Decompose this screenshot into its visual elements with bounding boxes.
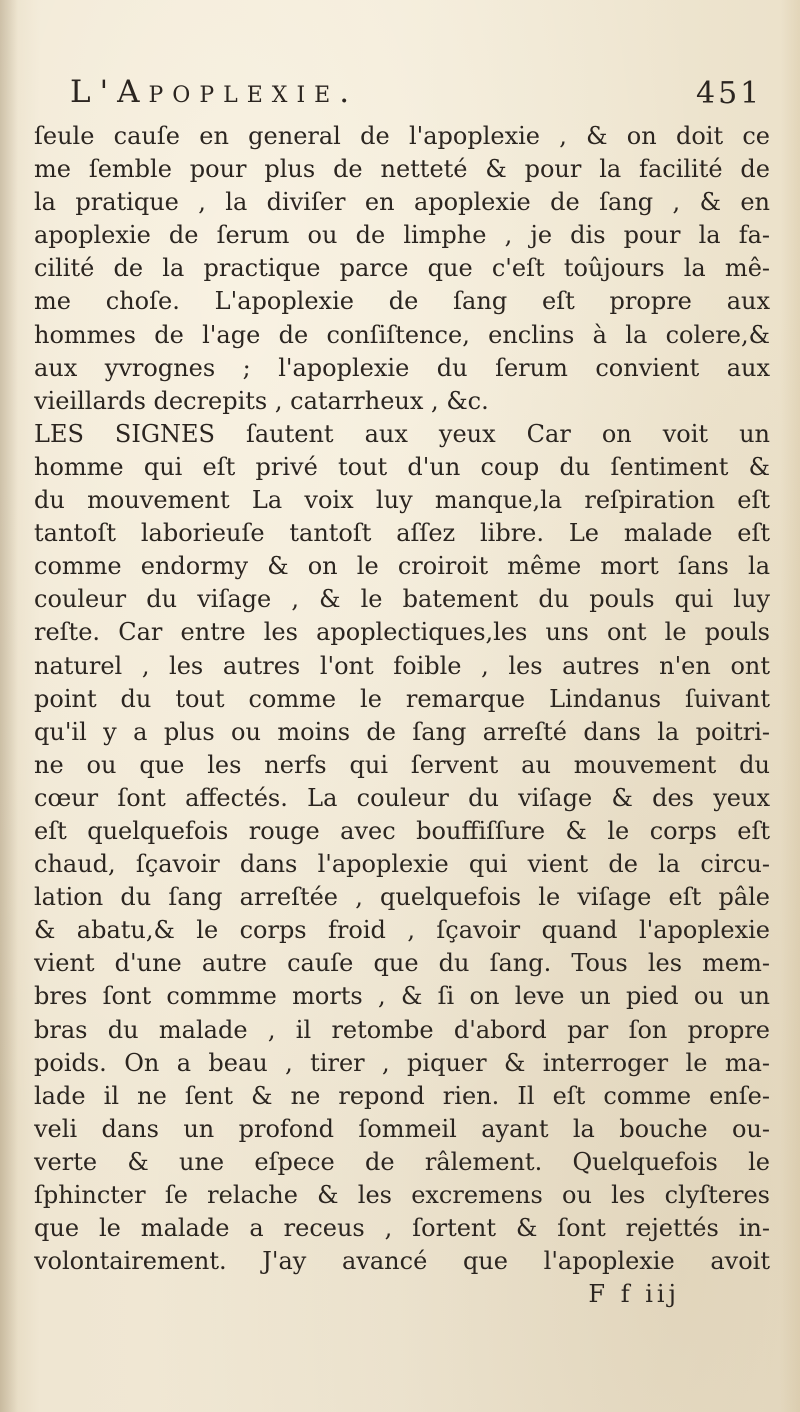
text-line: comme endormy & on le croiroit même mort ſans la — [34, 552, 770, 581]
text-line: que le malade a receus , ſortent & ſont rejettés in- — [34, 1214, 770, 1243]
running-head: L'Apoplexie. — [70, 74, 359, 110]
text-line: volontairement. J'ay avancé que l'apoplexie avoit — [34, 1247, 770, 1276]
text-line: aux yvrognes ; l'apoplexie du ſerum convient aux — [34, 353, 770, 382]
text-line: ne ou que les nerfs qui ſervent au mouvement du — [34, 750, 770, 779]
text-line: vient d'une autre cauſe que du ſang. Tous les mem- — [34, 949, 770, 978]
page-header — [0, 74, 800, 118]
text-line: eſt quelquefois rouge avec bouffiſſure & le corps eſt — [34, 816, 770, 845]
text-line: & abatu,& le corps froid , ſçavoir quand l'apoplexie — [34, 916, 770, 945]
text-line: homme qui eſt privé tout d'un coup du ſentiment & — [34, 452, 770, 481]
text-line: ſphincter ſe relache & les excremens ou les clyſteres — [34, 1181, 770, 1209]
text-line: cœur ſont affectés. La couleur du viſage & des yeux — [34, 783, 770, 812]
body-text — [34, 120, 770, 1311]
text-line: point du tout comme le remarque Lindanus ſuivant — [34, 684, 770, 713]
text-line: poids. On a beau , tirer , piquer & interroger le ma- — [34, 1048, 770, 1077]
text-line: verte & une eſpece de râlement. Quelquefois le — [34, 1147, 770, 1176]
text-line: cilité de la practique parce que c'eſt toûjours la mê- — [34, 254, 770, 283]
text-line: la pratique , la diviſer en apoplexie de ſang , & en — [34, 188, 770, 217]
text-line: couleur du viſage , & le batement du pouls qui luy — [34, 585, 770, 614]
text-line: me ſemble pour plus de netteté & pour la facilité de — [34, 155, 770, 184]
text-line: naturel , les autres l'ont foible , les autres n'en ont — [34, 651, 770, 680]
text-line: qu'il y a plus ou moins de ſang arreſté dans la poitri- — [34, 717, 770, 746]
page-number: 451 — [696, 76, 763, 111]
text-line: lade il ne ſent & ne repond rien. Il eſt comme enſe- — [34, 1081, 770, 1110]
text-line: reſte. Car entre les apoplectiques,les uns ont le pouls — [34, 618, 770, 647]
text-line: LES SIGNES ſautent aux yeux Car on voit un — [34, 419, 770, 448]
signature-mark: F f iij — [588, 1280, 680, 1309]
text-line: bres ſont commme morts , & ſi on leve un pied ou un — [34, 982, 770, 1011]
gutter-shadow — [0, 0, 18, 1412]
text-line: apoplexie de ſerum ou de limphe , je dis pour la fa- — [34, 221, 770, 250]
text-line: vieillards decrepits , catarrheux , &c. — [34, 386, 489, 415]
text-line: chaud, ſçavoir dans l'apoplexie qui vient de la circu- — [34, 850, 770, 879]
text-line: lation du ſang arreſtée , quelquefois le viſage eſt pâle — [34, 883, 770, 912]
text-line: du mouvement La voix luy manque,la reſpiration eſt — [34, 486, 770, 515]
text-line: bras du malade , il retombe d'abord par ſon propre — [34, 1015, 770, 1044]
text-line: hommes de l'age de conſiſtence, enclins à la colere,& — [34, 320, 770, 349]
text-line: me choſe. L'apoplexie de ſang eſt propre aux — [34, 287, 770, 316]
text-line: veli dans un profond ſommeil ayant la bouche ou- — [34, 1114, 770, 1143]
text-line: tantoſt laborieuſe tantoſt aſſez libre. Le malade eſt — [34, 519, 770, 548]
text-line: ſeule cauſe en general de l'apoplexie , & on doit ce — [34, 122, 770, 150]
